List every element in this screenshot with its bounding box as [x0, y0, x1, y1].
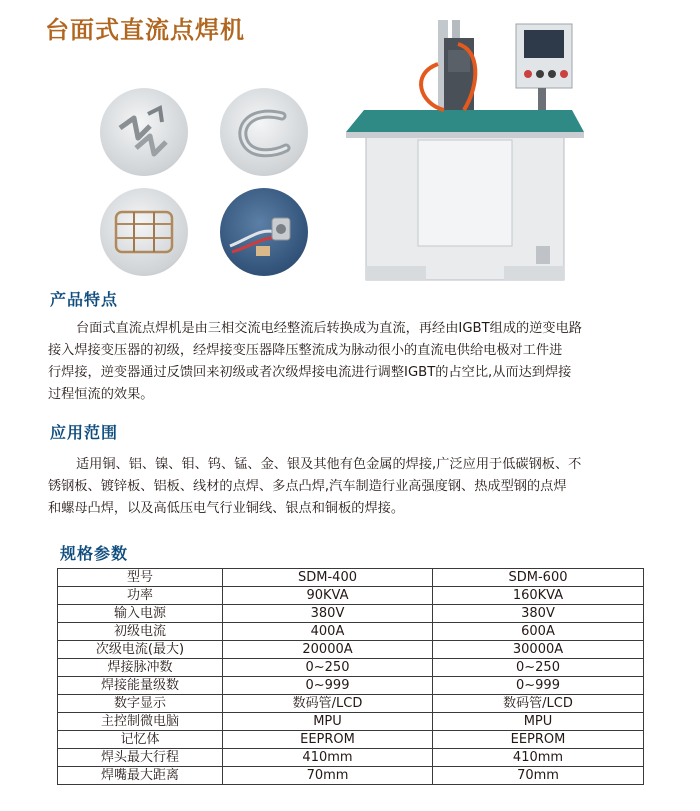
spec-row: [58, 659, 644, 677]
spec-row: [58, 569, 644, 587]
applications-line: 和螺母凸焊，以及高低压电气行业铜线、银点和铜板的焊接。: [48, 501, 405, 516]
features-line: 台面式直流点焊机是由三相交流电经整流后转换成为直流，再经由IGBT组成的逆变电路: [76, 321, 582, 336]
spec-label-cell: 焊嘴最大距离: [58, 767, 223, 785]
spec-value-cell: MPU: [433, 713, 644, 731]
spec-row: [58, 623, 644, 641]
spec-value-cell: 0~999: [433, 677, 644, 695]
spec-label-cell: 输入电源: [58, 605, 223, 623]
spec-value-cell: 600A: [433, 623, 644, 641]
spec-label-cell: 次级电流(最大): [58, 641, 223, 659]
spec-value-cell: 30000A: [433, 641, 644, 659]
spec-label-cell: 焊接能量级数: [58, 677, 223, 695]
spec-row: [58, 713, 644, 731]
spec-value-cell: 410mm: [433, 749, 644, 767]
spec-value-cell: 70mm: [223, 767, 433, 785]
spec-value-cell: MPU: [223, 713, 433, 731]
spec-row: [58, 587, 644, 605]
spec-value-cell: 410mm: [223, 749, 433, 767]
spec-value-cell: 90KVA: [223, 587, 433, 605]
spec-label-cell: 功率: [58, 587, 223, 605]
applications-line: 适用铜、铝、镍、钼、钨、锰、金、银及其他有色金属的焊接,广泛应用于低碳钢板、不: [76, 457, 582, 472]
spec-label-cell: 型号: [58, 569, 223, 587]
spec-row: [58, 731, 644, 749]
specs-table: [57, 568, 644, 785]
spec-row: [58, 677, 644, 695]
spec-label-cell: 主控制微电脑: [58, 713, 223, 731]
spec-value-cell: 20000A: [223, 641, 433, 659]
applications-paragraph: [48, 454, 644, 520]
spec-value-cell: EEPROM: [223, 731, 433, 749]
specs-heading: 规格参数: [60, 544, 129, 563]
features-line: 接入焊接变压器的初级，经焊接变压器降压整流成为脉动很小的直流电供给电极对工件进: [48, 343, 563, 358]
sample-photo-cable-terminal: [220, 188, 308, 276]
features-heading: 产品特点: [50, 290, 119, 309]
sample-photo-bent-strips: [100, 88, 188, 176]
spec-label-cell: 焊接脉冲数: [58, 659, 223, 677]
spec-row: [58, 641, 644, 659]
features-paragraph: [48, 318, 644, 406]
applications-line: 锈钢板、镀锌板、铝板、线材的点焊、多点凸焊,汽车制造行业高强度钢、热成型钢的点焊: [48, 479, 567, 494]
spec-value-cell: 160KVA: [433, 587, 644, 605]
applications-heading: 应用范围: [50, 423, 119, 442]
spec-value-cell: 0~250: [223, 659, 433, 677]
spec-value-cell: 400A: [223, 623, 433, 641]
spec-value-cell: 数码管/LCD: [433, 695, 644, 713]
page-title: 台面式直流点焊机: [45, 16, 245, 44]
spec-value-cell: EEPROM: [433, 731, 644, 749]
spec-value-cell: 数码管/LCD: [223, 695, 433, 713]
features-line: 行焊接，逆变器通过反馈回来初级或者次级焊接电流进行调整IGBT的占空比,从而达到焊接: [48, 365, 572, 380]
spec-row: [58, 605, 644, 623]
spec-row: [58, 767, 644, 785]
spec-value-cell: 380V: [433, 605, 644, 623]
spec-value-cell: 0~999: [223, 677, 433, 695]
spec-value-cell: SDM-600: [433, 569, 644, 587]
spec-label-cell: 焊头最大行程: [58, 749, 223, 767]
spec-value-cell: 70mm: [433, 767, 644, 785]
spec-row: [58, 695, 644, 713]
features-line: 过程恒流的效果。: [48, 387, 154, 402]
sample-photo-u-tube: [220, 88, 308, 176]
spec-value-cell: 380V: [223, 605, 433, 623]
spec-value-cell: SDM-400: [223, 569, 433, 587]
sample-photo-wire-frame: [100, 188, 188, 276]
spec-label-cell: 初级电流: [58, 623, 223, 641]
spec-value-cell: 0~250: [433, 659, 644, 677]
spot-welder-machine-image: [340, 14, 590, 286]
spec-label-cell: 数字显示: [58, 695, 223, 713]
spec-row: [58, 749, 644, 767]
spec-label-cell: 记忆体: [58, 731, 223, 749]
